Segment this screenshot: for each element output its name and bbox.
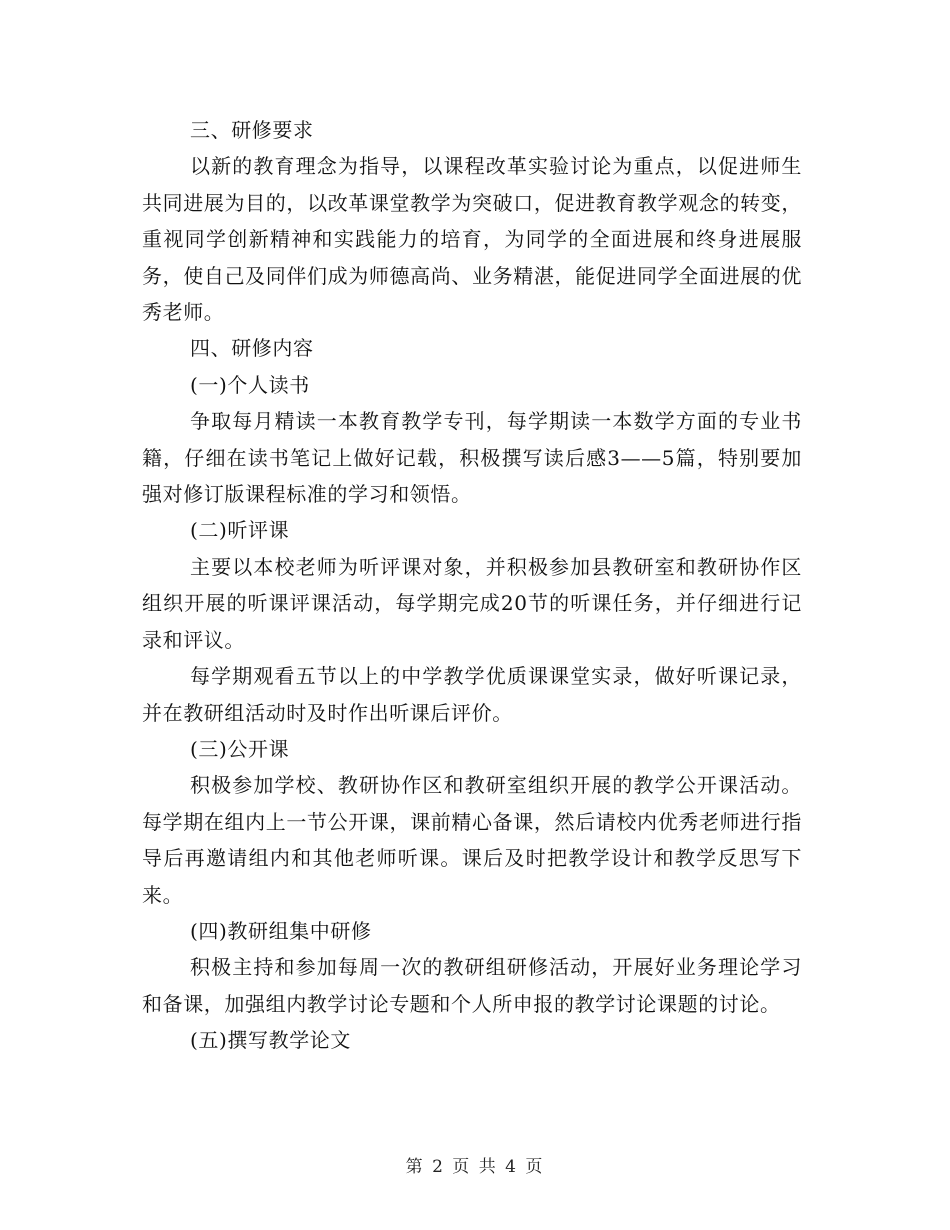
- paragraph-reading: 争取每月精读一本教育教学专刊，每学期读一本数学方面的专业书籍，仔细在读书笔记上做好记载，积极撰写读后感3——5篇，特别要加强对修订版课程标准的学习和领悟。: [142, 409, 802, 507]
- paragraph-lesson-observation: 主要以本校老师为听评课对象，并积极参加县教研室和教研协作区组织开展的听课评课活动，每学期完成20节的听课任务，并仔细进行记录和评议。: [142, 554, 802, 652]
- subheading-group-training: (四)教研组集中研修: [190, 918, 372, 943]
- subheading-open-class: (三)公开课: [190, 736, 290, 761]
- subheading-reading: (一)个人读书: [190, 372, 310, 397]
- subheading-lesson-observation: (二)听评课: [190, 518, 290, 543]
- page-footer: 第 2 页 共 4 页: [405, 1157, 545, 1177]
- subheading-papers: (五)撰写教学论文: [190, 1028, 352, 1053]
- paragraph-open-class: 积极参加学校、教研协作区和教研室组织开展的教学公开课活动。每学期在组内上一节公开课，课前精心备课，然后请校内优秀老师进行指导后再邀请组内和其他老师听课。课后及时把教学设计和教学反思写下来。: [142, 773, 802, 907]
- section-heading-requirements: 三、研修要求: [190, 118, 314, 142]
- paragraph-lesson-video: 每学期观看五节以上的中学教学优质课课堂实录，做好听课记录，并在教研组活动时及时作出听课后评价。: [142, 664, 802, 725]
- paragraph-group-training: 积极主持和参加每周一次的教研组研修活动，开展好业务理论学习和备课，加强组内教学讨论专题和个人所申报的教学讨论课题的讨论。: [142, 955, 802, 1016]
- paragraph-requirements: 以新的教育理念为指导，以课程改革实验讨论为重点，以促进师生共同进展为目的，以改革课堂教学为突破口，促进教育教学观念的转变，重视同学创新精神和实践能力的培育，为同学的全面进展和终身进展服务，使自己及同伴们成为师德高尚、业务精湛，能促进同学全面进展的优秀老师。: [142, 154, 802, 325]
- document-body: [142, 112, 802, 1059]
- section-heading-content: 四、研修内容: [190, 336, 314, 361]
